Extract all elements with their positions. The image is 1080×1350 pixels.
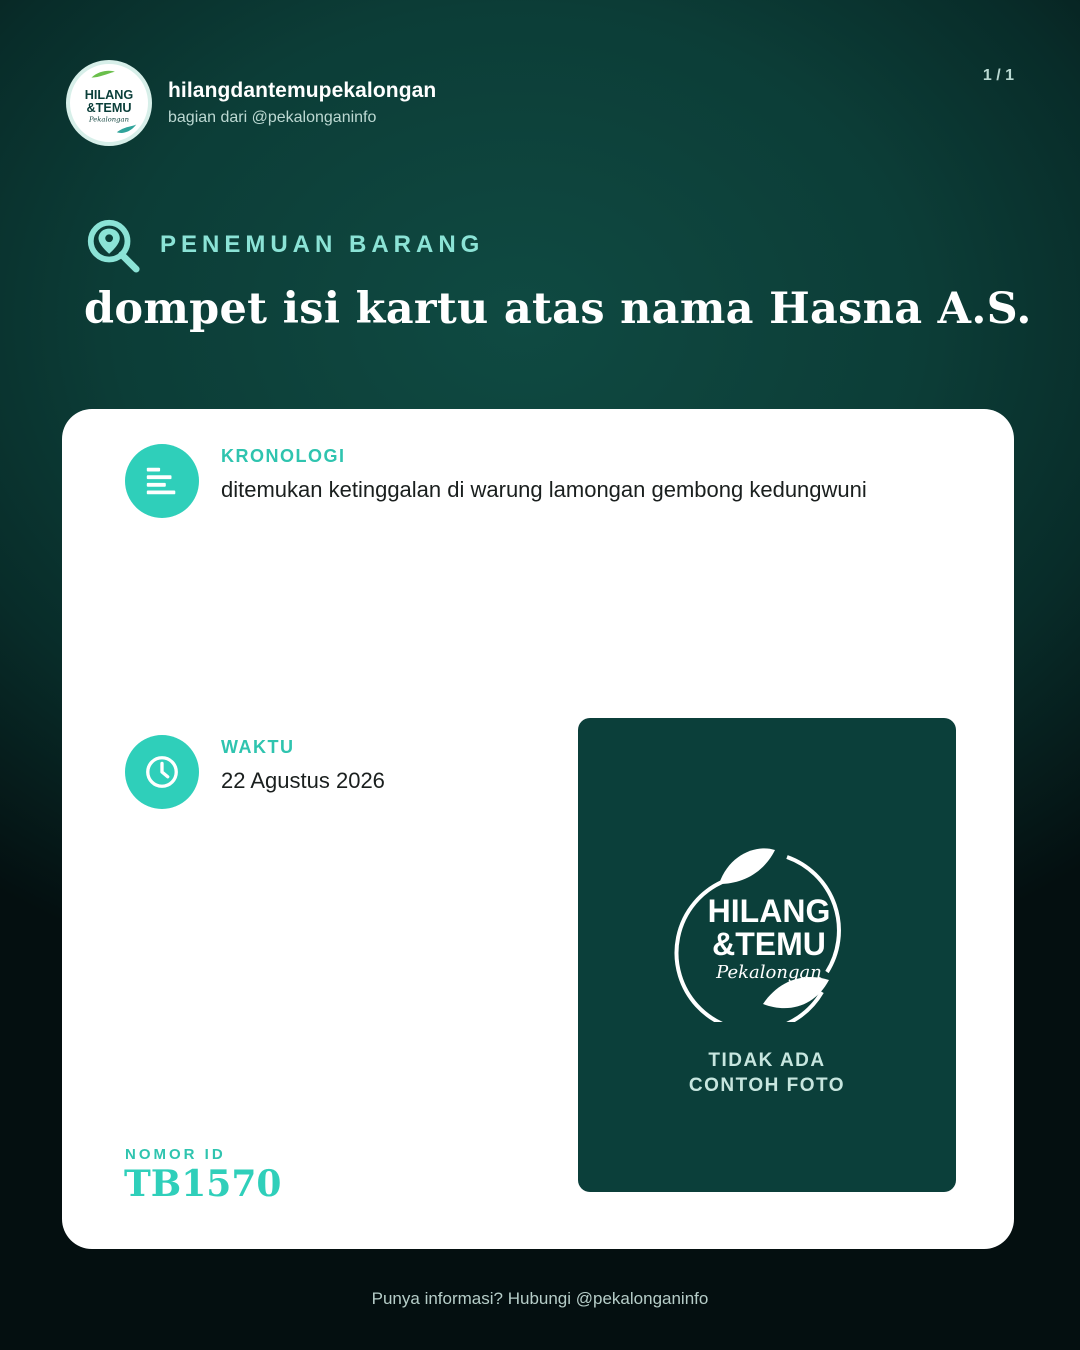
chronology-label: KRONOLOGI [221,446,346,466]
details-card [62,409,1014,1249]
id-label: NOMOR ID [125,1146,226,1163]
id-value: TB1570 [124,1163,282,1205]
account-name[interactable]: hilangdantemupekalongan [168,79,437,102]
placeholder-logo-line-1: HILANG [707,893,831,929]
time-section [125,735,385,809]
search-location-icon [84,216,142,274]
time-label: WAKTU [221,737,295,757]
align-left-icon [125,444,199,518]
no-photo-line-2: CONTOH FOTO [688,1075,846,1096]
clock-icon [125,735,199,809]
category-label: PENEMUAN BARANG [160,231,485,258]
chronology-value: ditemukan ketinggalan di warung lamongan gembong kedungwuni [221,477,867,502]
hilang-temu-logo-icon [667,822,867,1022]
page-indicator: 1 / 1 [982,67,1014,84]
time-value: 22 Agustus 2026 [221,768,385,793]
placeholder-logo-line-2: &TEMU [712,926,826,962]
placeholder-logo-line-3: Pekalongan [716,962,822,983]
avatar[interactable] [66,60,152,146]
photo-placeholder [578,718,956,1192]
no-photo-line-1: TIDAK ADA [708,1050,826,1071]
account-subtitle: bagian dari @pekalonganinfo [168,109,377,126]
category-row [84,216,484,274]
hilang-temu-logo-icon [70,64,148,142]
footer-contact: Punya informasi? Hubungi @pekalonganinfo [371,1289,709,1308]
logo-line-1: HILANG [84,88,134,103]
post-title: dompet isi kartu atas nama Hasna A.S. [84,284,1032,334]
logo-line-3: Pekalongan [89,115,129,124]
account-header [66,60,436,146]
logo-line-2: &TEMU [86,100,132,115]
chronology-section [125,444,867,518]
